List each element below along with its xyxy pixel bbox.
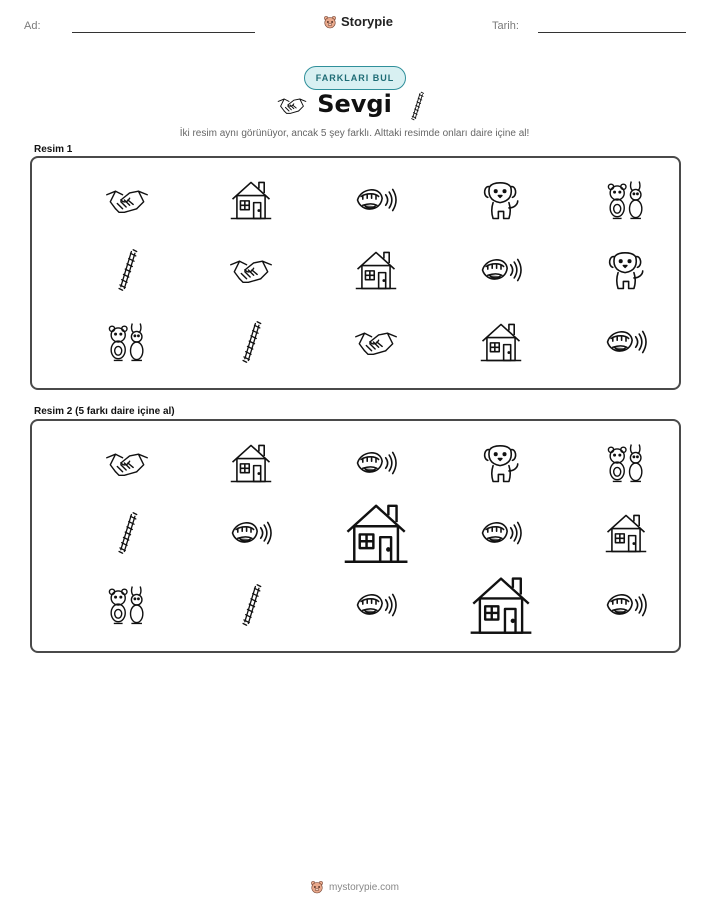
bear-bunny-icon xyxy=(105,320,149,364)
house-icon[interactable] xyxy=(229,441,273,485)
date-field[interactable] xyxy=(538,32,686,33)
mouth-icon xyxy=(354,178,398,222)
footer xyxy=(0,880,709,894)
panel1-label: Resim 1 xyxy=(34,144,73,155)
house-icon[interactable] xyxy=(342,499,410,567)
brand-logo xyxy=(323,14,393,29)
mouth-icon[interactable] xyxy=(479,511,523,555)
house-icon xyxy=(354,248,398,292)
handshake-icon xyxy=(229,248,273,292)
bear-bunny-icon xyxy=(604,178,648,222)
mouth-icon[interactable] xyxy=(354,441,398,485)
puppy-icon xyxy=(479,178,523,222)
panel2-label: Resim 2 (5 farkı daire içine al) xyxy=(34,406,175,417)
bear-bunny-icon[interactable] xyxy=(105,583,149,627)
puppy-icon[interactable] xyxy=(479,441,523,485)
picture-panel-1 xyxy=(30,156,681,390)
mouth-icon[interactable] xyxy=(604,583,648,627)
bear-logo-icon xyxy=(323,15,337,29)
puppy-icon xyxy=(604,248,648,292)
brand-name: Storypie xyxy=(341,14,394,29)
house-icon xyxy=(479,320,523,364)
house-icon[interactable] xyxy=(604,511,648,555)
bear-bunny-icon[interactable] xyxy=(604,441,648,485)
house-icon[interactable] xyxy=(468,572,534,638)
rope-icon xyxy=(229,320,273,364)
footer-url: mystorypie.com xyxy=(328,881,399,893)
rope-icon xyxy=(105,248,149,292)
house-icon xyxy=(229,178,273,222)
bear-logo-icon xyxy=(310,880,324,894)
name-field[interactable] xyxy=(72,32,255,33)
name-label: Ad: xyxy=(24,20,41,32)
rope-icon[interactable] xyxy=(105,511,149,555)
rope-icon[interactable] xyxy=(229,583,273,627)
mouth-icon xyxy=(479,248,523,292)
instructions: İki resim aynı görünüyor, ancak 5 şey farklı. Alttaki resimde onları daire içine al! xyxy=(179,128,530,139)
date-label: Tarih: xyxy=(492,20,519,32)
handshake-icon xyxy=(105,178,149,222)
page-title: Sevgi xyxy=(317,90,392,118)
mouth-icon[interactable] xyxy=(229,511,273,555)
mouth-icon[interactable] xyxy=(354,583,398,627)
rope-icon xyxy=(406,91,428,121)
handshake-icon xyxy=(354,320,398,364)
worksheet-type-badge: FARKLARI BUL xyxy=(304,66,406,90)
mouth-icon xyxy=(604,320,648,364)
handshake-icon[interactable] xyxy=(105,441,149,485)
picture-panel-2[interactable] xyxy=(30,419,681,653)
